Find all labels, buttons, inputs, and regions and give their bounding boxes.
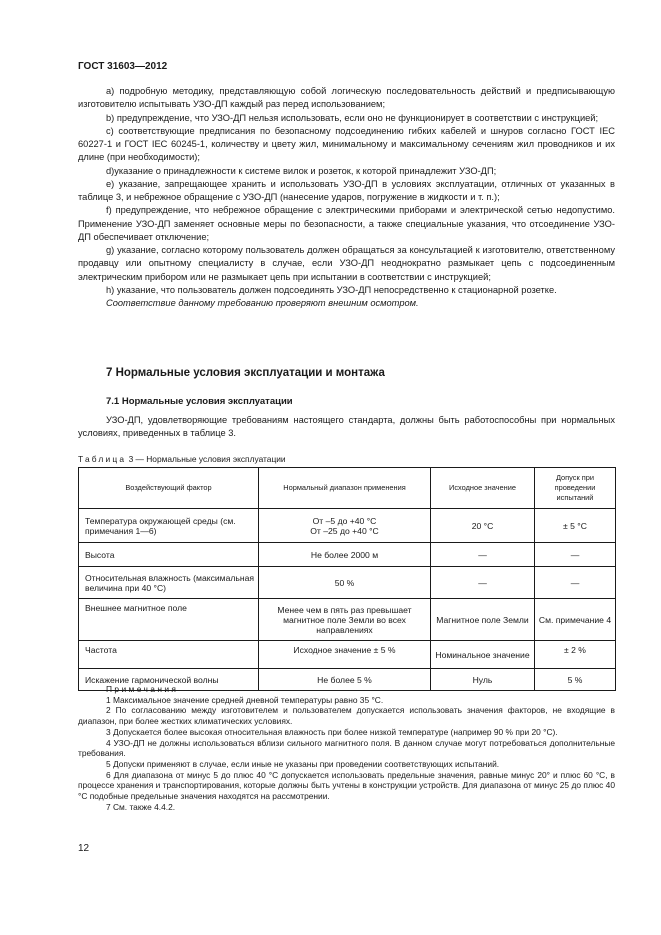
header-reference: Исходное значение (431, 468, 535, 509)
cell-range: 50 % (259, 567, 431, 599)
cell-tolerance: См. примечание 4 (535, 599, 616, 641)
note-item: 4 УЗО-ДП не должны использоваться вблизи сильного магнитного поля. В данном случае могут потребоваться дополнительные требования. (78, 737, 615, 759)
table-row (79, 543, 616, 567)
header-factor: Воздействующий фактор (79, 468, 259, 509)
header-range: Нормальный диапазон применения (259, 468, 431, 509)
cell-tolerance: ± 2 % (535, 641, 616, 669)
cell-reference: — (431, 567, 535, 599)
table-caption-rest: 3 — Нормальные условия эксплуатации (126, 454, 286, 464)
cell-range: Не более 2000 м (259, 543, 431, 567)
cell-reference: Магнитное поле Земли (431, 599, 535, 641)
list-item-g: g) указание, согласно которому пользователь должен обращаться за консультацией к изготовителю, ответственному продавцу или опытному специалисту в случае, если УЗО-ДП неоднократно размыкает цепь с подсоединенным электрическим прибором или не размыкает цепь при испытании в соответствии с инструкцией; (78, 245, 615, 282)
note-item: 2 По согласованию между изготовителем и пользователем допускается использовать значения факторов, не входящие в диапазон, при более жестких климатических условиях. (78, 705, 615, 727)
note-item: 3 Допускается более высокая относительная влажность при более низкой температуре (например 90 % при 20 °С). (106, 726, 558, 737)
cell-tolerance: — (535, 567, 616, 599)
list-item-d: d)указание о принадлежности к системе вилок и розеток, к которой принадлежит УЗО-ДП; (106, 165, 497, 176)
cell-reference: Номинальное значение (431, 641, 535, 669)
list-item-b: b) предупреждение, что УЗО-ДП нельзя использовать, если оно не функционирует в соответствии с инструкцией; (106, 112, 599, 123)
table-caption (78, 454, 286, 464)
table-caption-word: Таблица (78, 454, 127, 464)
section-7-heading: 7 Нормальные условия эксплуатации и монтажа (106, 367, 385, 379)
table-row (79, 641, 616, 669)
table-row (79, 567, 616, 599)
cell-tolerance: 5 % (535, 669, 616, 691)
note-item: 6 Для диапазона от минус 5 до плюс 40 °С допускается использовать предельные значения, равные минус 20° и плюс 60 °С, в процессе хранения и транспортирования, которые должны быть учтены в конструкции устройств. Для диапазона от минус 25 до плюс 40 °С подобные предельные значения находятся на рассмотрении. (78, 769, 615, 802)
list-item-f: f) предупреждение, что небрежное обращение с электрическими приборами и электрической сетью недопустимо. Применение УЗО-ДП заменяет основные меры по безопасности, а также специальные указания, что отсоединение УЗО-ДП обеспечивает отключение; (78, 205, 615, 242)
cell-reference: — (431, 543, 535, 567)
compliance-note: Соответствие данному требованию проверяют внешним осмотром. (106, 298, 419, 308)
cell-factor: Относительная влажность (максимальная величина при 40 °С) (79, 567, 259, 599)
list-items-block (78, 85, 615, 310)
note-item: 7 См. также 4.4.2. (106, 801, 176, 812)
note-item: 1 Максимальное значение средней дневной температуры равно 35 °С. (106, 694, 384, 705)
header-tolerance: Допуск при проведении испытаний (535, 468, 616, 509)
section-7-1-text: УЗО-ДП, удовлетворяющие требованиям настоящего стандарта, должны быть работоспособны при нормальных условиях, приведенных в таблице 3. (78, 415, 615, 439)
cell-factor: Внешнее магнитное поле (79, 599, 259, 641)
conditions-table (78, 467, 616, 691)
cell-range: От –5 до +40 °С От –25 до +40 °С (259, 509, 431, 543)
section-7-1-text-block (78, 414, 615, 441)
list-item-e: e) указание, запрещающее хранить и использовать УЗО-ДП в условиях эксплуатации, отличных от указанных в таблице 3, и небрежное обращение с УЗО-ДП (нанесение ударов, погружение в жидкости и т. п.); (78, 178, 615, 202)
table-row (79, 509, 616, 543)
table-header-row (79, 468, 616, 509)
standard-header: ГОСТ 31603—2012 (78, 61, 168, 72)
note-item: 5 Допуски применяют в случае, если иные не указаны при проведении соответствующих испытаний. (106, 758, 500, 769)
list-item-c: c) соответствующие предписания по безопасному подсоединению гибких кабелей и шнуров согласно ГОСТ IEC 60227-1 и ГОСТ IEC 60245-1, количеству и цвету жил, минимальному и максимальному сечениям жил проводников и их длине (при необходимости); (78, 125, 615, 163)
cell-factor: Температура окружающей среды (см. примечания 1—6) (79, 509, 259, 543)
cell-reference: 20 °С (431, 509, 535, 543)
list-item-a: a) подробную методику, представляющую собой логическую последовательность действий и предписывающую изготовителю испытывать УЗО-ДП каждый раз перед использованием; (78, 86, 615, 110)
cell-tolerance: ± 5 °С (535, 509, 616, 543)
notes-title-text: Примечания (106, 684, 179, 694)
cell-range: Исходное значение ± 5 % (259, 641, 431, 669)
cell-factor: Искажение гармонической волны (79, 669, 259, 691)
cell-reference: Нуль (431, 669, 535, 691)
table-row (79, 599, 616, 641)
table-notes (78, 684, 615, 812)
page-number: 12 (78, 843, 90, 854)
cell-range: Не более 5 % (259, 669, 431, 691)
cell-factor: Частота (79, 641, 259, 669)
cell-range: Менее чем в пять раз превышает магнитное поле Земли во всех направлениях (259, 599, 431, 641)
notes-title (78, 684, 615, 695)
list-item-h: h) указание, что пользователь должен подсоединять УЗО-ДП непосредственно к стационарной розетке. (106, 284, 557, 295)
cell-tolerance: — (535, 543, 616, 567)
cell-factor: Высота (79, 543, 259, 567)
section-7-1-heading: 7.1 Нормальные условия эксплуатации (106, 396, 293, 407)
